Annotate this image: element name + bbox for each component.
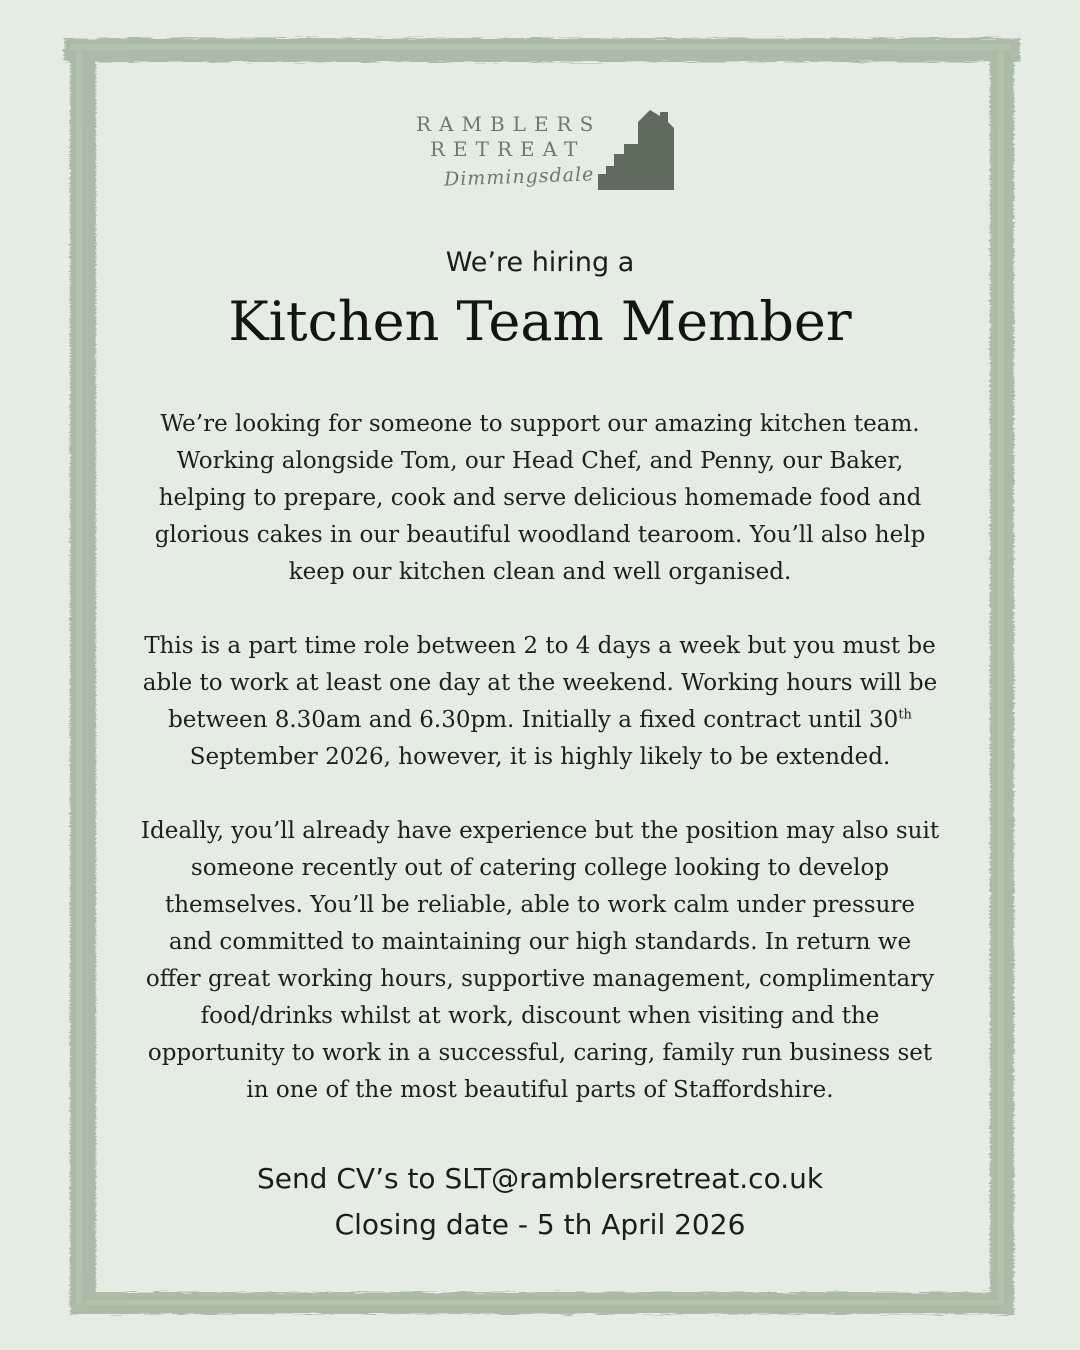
contact-email-line: Send CV’s to SLT@ramblersretreat.co.uk xyxy=(256,1162,824,1195)
hours-text-end: September 2026, however, it is highly likely to be extended. xyxy=(189,744,891,770)
description-paragraph: We’re looking for someone to support our amazing kitchen team. Working alongside Tom, our Head Chef, and Penny, our Baker, helping to prepare, cook and serve delicious homemade food and glorious cakes in our beautiful woodland tearoom. You’ll also help keep our kitchen clean and well organised. xyxy=(154,411,926,585)
hiring-intro: We’re hiring a xyxy=(445,247,635,278)
ramblers-retreat-logo xyxy=(410,108,690,203)
hours-text-start: This is a part time role between 2 to 4 days a week but you must be able to work at least one day at the weekend. Working hours will be between 8.30am and 6.30pm. Initially a fixed contract until 30 xyxy=(142,633,938,733)
logo-script-dimmingsdale: Dimmingsdale xyxy=(443,163,595,191)
hours-paragraph xyxy=(140,628,940,776)
job-title: Kitchen Team Member xyxy=(228,290,852,353)
ordinal-suffix: th xyxy=(898,707,912,723)
closing-date-line: Closing date - 5 th April 2026 xyxy=(334,1208,746,1241)
requirements-paragraph: Ideally, you’ll already have experience but the position may also suit someone recently out of catering college looking to develop themselves. You’ll be reliable, able to work calm under pressure and committed to maintaining our high standards. In return we offer great working hours, supportive management, complimentary food/drinks whilst at work, discount when visiting and the opportunity to work in a successful, caring, family run business set in one of the most beautiful parts of Staffordshire. xyxy=(140,818,940,1103)
building-silhouette-icon xyxy=(598,108,684,190)
logo-word-ramblers: RAMBLERS xyxy=(416,112,602,136)
logo-word-retreat: RETREAT xyxy=(430,137,586,161)
